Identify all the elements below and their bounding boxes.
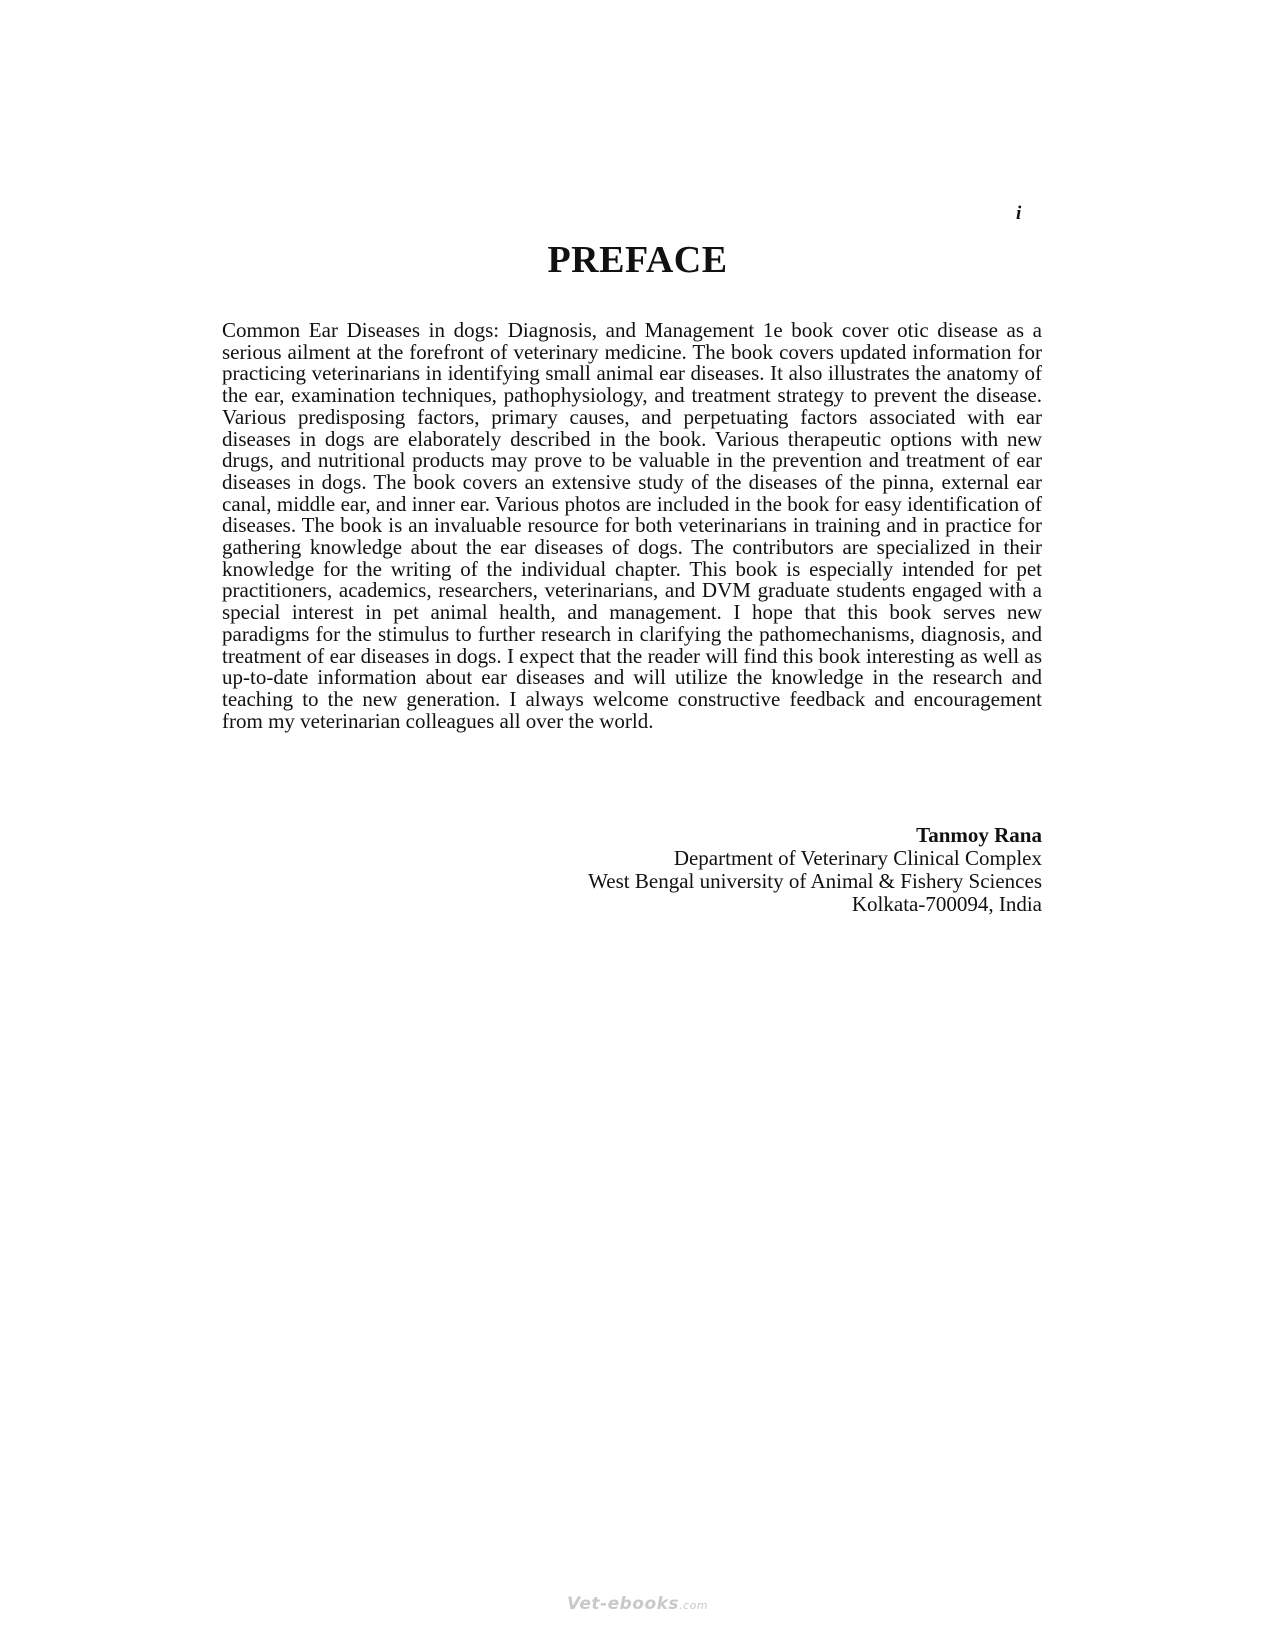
watermark-name: Vet-ebooks [566, 1594, 680, 1614]
watermark-logo [0, 1594, 1275, 1614]
author-institution: West Bengal university of Animal & Fishery Sciences [588, 869, 1042, 893]
author-name: Tanmoy Rana [916, 823, 1042, 847]
preface-body: Common Ear Diseases in dogs: Diagnosis, and Management 1e book cover otic disease as a serious ailment at the forefront of veterinary medicine. The book covers updated information for practicing veterinarians in identifying small animal ear diseases. It also illustrates the anatomy of the ear, examination techniques, pathophysiology, and treatment strategy to prevent the disease. Various predisposing factors, primary causes, and perpetuating factors associated with ear diseases in dogs are elaborately described in the book. Various therapeutic options with new drugs, and nutritional products may prove to be valuable in the prevention and treatment of ear diseases in dogs. The book covers an extensive study of the diseases of the pinna, external ear canal, middle ear, and inner ear. Various photos are included in the book for easy identification of diseases. The book is an invaluable resource for both veterinarians in training and in practice for gathering knowledge about the ear diseases of dogs. The contributors are specialized in their knowledge for the writing of the individual chapter. This book is especially intended for pet practitioners, academics, researchers, veterinarians, and DVM graduate students engaged with a special interest in pet animal health, and management. I hope that this book serves new paradigms for the stimulus to further research in clarifying the pathomechanisms, diagnosis, and treatment of ear diseases in dogs. I expect that the reader will find this book interesting as well as up-to-date information about ear diseases and will utilize the knowledge in the research and teaching to the new generation. I always welcome constructive feedback and encouragement from my veterinarian colleagues all over the world. [222, 318, 1042, 733]
watermark-suffix: .com [679, 1599, 709, 1612]
author-location: Kolkata-700094, India [851, 892, 1042, 916]
page-title: PREFACE [547, 239, 728, 281]
author-department: Department of Veterinary Clinical Complex [673, 846, 1042, 870]
signature-block [500, 824, 1042, 916]
page-number: i [1016, 203, 1022, 224]
